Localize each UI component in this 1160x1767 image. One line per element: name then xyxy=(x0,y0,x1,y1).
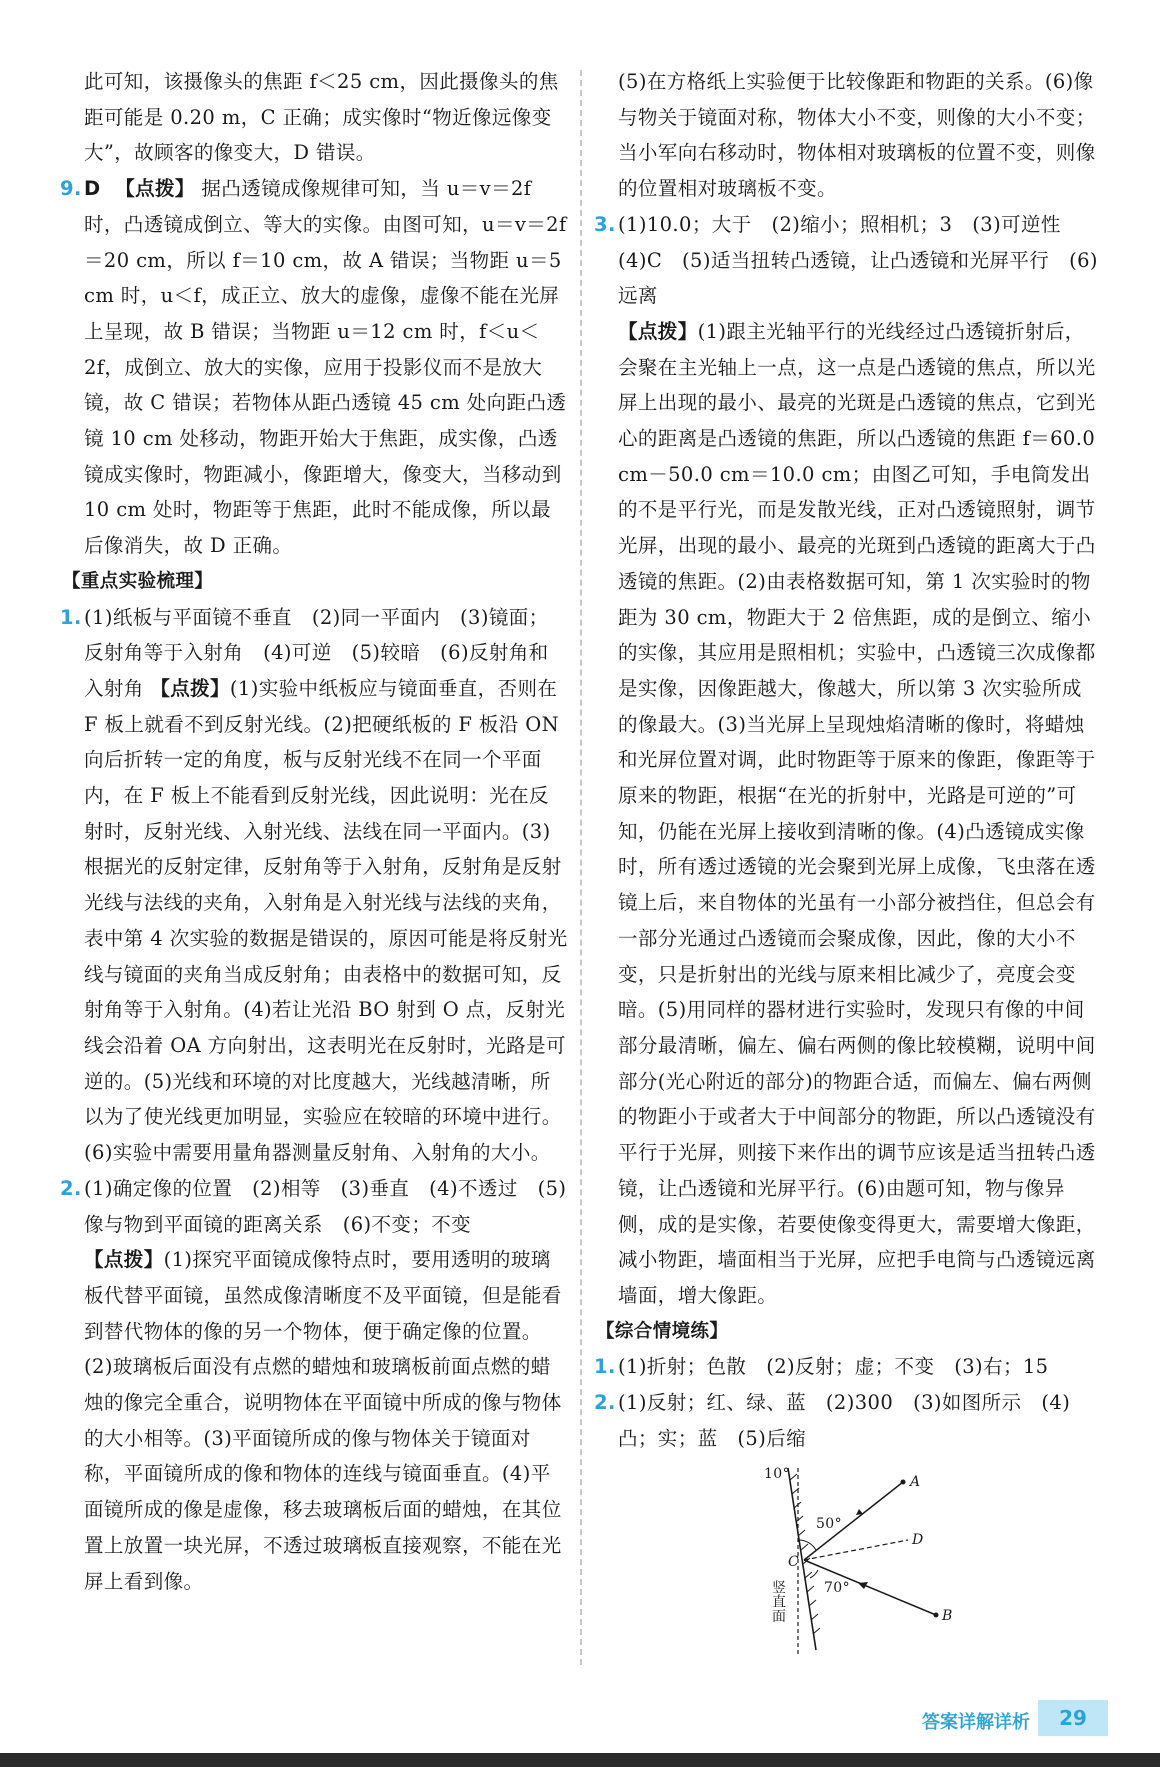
hint-text: (1)跟主光轴平行的光线经过凸透镜折射后，会聚在主光轴上一点，这一点是凸透镜的焦点，所以光屏上出现的最小、最亮的光斑是凸透镜的焦点，它到光心的距离是凸透镜的焦距，所以凸透镜的焦距 f＝60.0 cm－50.0 cm＝10.0 cm；由图乙可知，手电筒发出的不是平行光，而是发散光线，正对凸透镜照射，调节光屏，出现的最小、最亮的光斑到凸透镜的距离大于凸透镜的焦距。(2)由表格数据可知，第 1 次实验时的物距为 30 cm，物距大于 2 倍焦距，成的是倒立、缩小的实像，其应用是照相机；实验中，凸透镜三次成像都是实像，因像距越大，像越大，所以第 3 次实验所成的像最大。(3)当光屏上呈现烛焰清晰的像时，将蜡烛和光屏位置对调，此时物距等于原来的像距，像距等于原来的物距，根据“在光的折射中，光路是可逆的”可知，仍能在光屏上接收到清晰的像。(4)凸透镜成实像时，所有透过透镜的光会聚到光屏上成像，飞虫落在透镜上后，来自物体的光虽有一小部分被挡住，但总会有一部分光通过凸透镜而会聚成像，因此，像的大小不变，只是折射出的光线与原来相比减少了，亮度会变暗。(5)用同样的器材进行实验时，发现只有像的中间部分最清晰，偏左、偏右两侧的像比较模糊，说明中间部分(光心附近的部分)的物距合适，而偏左、偏右两侧的物距小于或者大于中间部分的物距，所以凸透镜没有平行于光屏，则接下来作出的调节应该是适当扭转凸透镜，让凸透镜和光屏平行。(6)由题可知，物与像异侧，成的是实像，若要使像变得更大，需要增大像距，减小物距，墙面相当于光屏，应把手电筒与凸透镜远离墙面，增大像距。 xyxy=(618,319,1096,1307)
column-divider xyxy=(580,70,582,1665)
left-column xyxy=(60,64,568,1599)
answer-list: (1)确定像的位置 (2)相等 (3)垂直 (4)不透过 (5)像与物到平面镜的距离关系 (6)不变；不变 xyxy=(84,1176,567,1236)
hint-tag: 【点拨】 xyxy=(84,1248,164,1272)
hint-text: (1)实验中纸板应与镜面垂直，否则在 F 板上就看不到反射光线。(2)把硬纸板的 F 板沿 ON 向后折转一定的角度，板与反射光线不在同一个平面内，在 F 板上不能看到反射光线，因此说明：光在反射时，反射光线、入射光线、法线在同一平面内。(3)根据光的反射定律，反射角等于入射角，反射角是反射光线与法线的夹角，入射角是入射光线与法线的夹角，表中第 4 次实验的数据是错误的，原因可能是将反射光线与镜面的夹角当成反射角；由表格中的数据可知，反射角等于入射角。(4)若让光沿 BO 射到 O 点，反射光线会沿着 OA 方向射出，这表明光在反射时，光路是可逆的。(5)光线和环境的对比度越大，光线越清晰，所以为了使光线更加明显，实验应在较暗的环境中进行。(6)实验中需要用量角器测量反射角、入射角的大小。 xyxy=(84,676,568,1165)
experiment-1 xyxy=(60,600,568,1171)
experiment-3 xyxy=(594,207,1098,1314)
question-number: 1. xyxy=(60,605,82,629)
page-number: 29 xyxy=(1038,1700,1108,1736)
angle-label-low: 70° xyxy=(824,1580,851,1597)
answer-list: (1)折射；色散 (2)反射；虚；不变 (3)右；15 xyxy=(618,1355,1049,1379)
experiment-2 xyxy=(60,1171,568,1599)
answer-list: (1)反射；红、绿、蓝 (2)300 (3)如图所示 (4)凸；实；蓝 (5)后缩 xyxy=(618,1391,1071,1450)
surface-label: 竖直面 xyxy=(770,1580,786,1624)
intro-paragraph xyxy=(84,64,568,171)
point-B xyxy=(934,1613,939,1618)
answer-list: (1)纸板与平面镜不垂直 (2)同一平面内 (3)镜面；反射角等于入射角 (4)可逆 (5)较暗 (6)反射角和入射角 xyxy=(84,605,549,700)
context-2 xyxy=(594,1385,1098,1456)
question-number: 2. xyxy=(60,1176,82,1200)
answer-letter: D xyxy=(84,177,101,201)
hint-text: (1)探究平面镜成像特点时，要用透明的玻璃板代替平面镜，虽然成像清晰度不及平面镜，但是能看到替代物体的像的另一个物体，便于确定像的位置。(2)玻璃板后面没有点燃的蜡烛和玻璃板前面点燃的蜡烛的像完全重合，说明物体在平面镜中所成的像与物体的大小相等。(3)平面镜所成的像与物体关于镜面对称，平面镜所成的像和物体的连线与镜面垂直。(4)平面镜所成的像是虚像，移去玻璃板后面的蜡烛，在其位置上放置一块光屏，不透过玻璃板直接观察，不能在光屏上看到像。 xyxy=(84,1248,562,1593)
angle-arc-70 xyxy=(810,1570,818,1578)
hint-text: 据凸透镜成像规律可知，当 u＝v＝2f 时，凸透镜成倒立、等大的实像。由图可知，u＝v＝2f＝20 cm，所以 f＝10 cm，故 A 错误；当物距 u＝5 cm 时，u＜f，成正立、放大的虚像，虚像不能在光屏上呈现，故 B 错误；当物距 u＝12 cm 时，f＜u＜2f，成倒立、放大的实像，应用于投影仪而不是放大镜，故 C 错误；若物体从距凸透镜 45 cm 处向距凸透镜 10 cm 处移动，物距开始大于焦距，成实像，凸透镜成实像时，物距减小，像距增大，像变大，当移动到 10 cm 处时，物距等于焦距，此时不能成像，所以最后像消失，故 D 正确。 xyxy=(84,177,567,558)
point-A xyxy=(901,1480,906,1485)
reflection-diagram xyxy=(758,1460,978,1660)
question-number: 2. xyxy=(594,1391,616,1415)
question-number: 1. xyxy=(594,1355,616,1379)
label-B: B xyxy=(942,1608,953,1625)
hint-tag: 【点拨】 xyxy=(618,319,698,343)
label-C: C xyxy=(788,1554,800,1571)
context-1 xyxy=(594,1349,1098,1385)
hint-tag: 【点拨】 xyxy=(150,676,230,700)
reflection-diagram-svg xyxy=(758,1460,978,1660)
section-title: 【综合情境练】 xyxy=(596,1320,729,1342)
arrow-reflected xyxy=(856,1509,863,1515)
answer-list: (1)10.0；大于 (2)缩小；照相机；3 (3)可逆性 (4)C (5)适当扭转凸透镜，让凸透镜和光屏平行 (6)远离 xyxy=(618,212,1098,308)
continuation-paragraph xyxy=(618,64,1098,207)
angle-label-top: 10° xyxy=(764,1466,791,1483)
label-A: A xyxy=(910,1474,921,1491)
intro-text: 此可知，该摄像头的焦距 f＜25 cm，因此摄像头的焦距可能是 0.20 m，C 正确；成实像时“物近像远像变大”，故顾客的像变大，D 错误。 xyxy=(84,70,559,165)
section-title: 【重点实验梳理】 xyxy=(62,570,214,592)
angle-label-mid: 50° xyxy=(816,1516,843,1533)
question-number: 3. xyxy=(594,212,616,236)
right-column xyxy=(594,64,1098,1660)
question-9 xyxy=(60,171,568,564)
continuation-text: (5)在方格纸上实验便于比较像距和物距的关系。(6)像与物关于镜面对称，物体大小不变，则像的大小不变；当小军向右移动时，物体相对玻璃板的位置不变，则像的位置相对玻璃板不变。 xyxy=(618,70,1096,201)
question-number: 9. xyxy=(60,177,82,201)
footer-label: 答案详解详析 xyxy=(922,1712,1030,1733)
label-D: D xyxy=(912,1532,924,1549)
normal-line-CD xyxy=(804,1540,908,1560)
bottom-bar xyxy=(0,1753,1160,1767)
hint-tag: 【点拨】 xyxy=(115,177,195,201)
